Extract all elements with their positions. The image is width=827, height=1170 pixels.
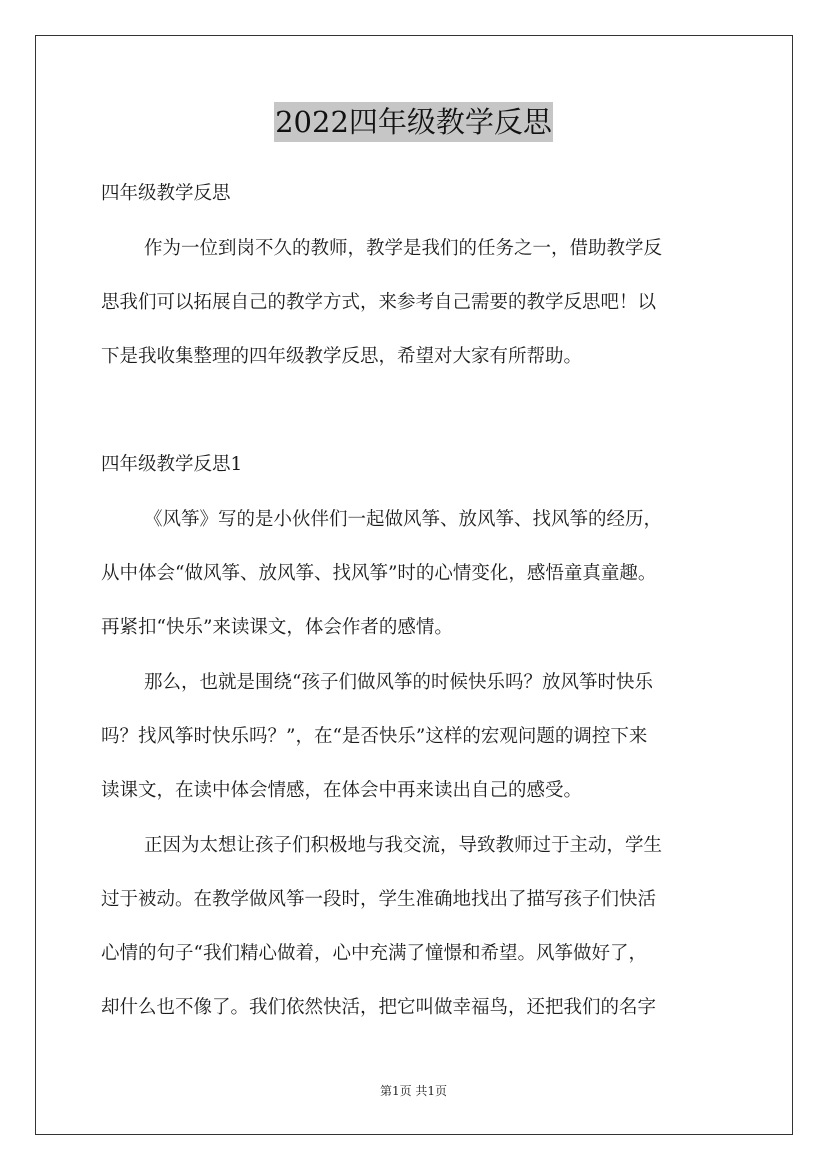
- paragraph-line: 正因为太想让孩子们积极地与我交流，导致教师过于主动，学生: [144, 835, 663, 856]
- page-number-footer: 第1页 共1页: [379, 1084, 448, 1098]
- paragraph-line: 心情的句子“我们精心做着，心中充满了憧憬和希望。风筝做好了，: [101, 943, 647, 964]
- paragraph-line: 下是我收集整理的四年级教学反思，希望对大家有所帮助。: [101, 346, 583, 367]
- section-heading: 四年级教学反思: [101, 183, 231, 204]
- paragraph-line: 读课文，在读中体会情感，在体会中再来读出自己的感受。: [101, 780, 583, 801]
- paragraph-line: 那么，也就是围绕“孩子们做风筝的时候快乐吗？放风筝时快乐: [144, 672, 653, 693]
- paragraph-line: 作为一位到岗不久的教师，教学是我们的任务之一，借助教学反: [144, 238, 663, 259]
- title-wrap: [0, 102, 827, 142]
- paragraph-line: 再紧扣“快乐”来读课文，体会作者的感情。: [101, 617, 453, 638]
- document-title: 2022四年级教学反思: [274, 102, 553, 142]
- paragraph-line: 《风筝》写的是小伙伴们一起做风筝、放风筝、找风筝的经历，: [144, 509, 663, 530]
- section-heading: 四年级教学反思1: [101, 454, 243, 475]
- paragraph-line: 过于被动。在教学做风筝一段时，学生准确地找出了描写孩子们快活: [101, 889, 657, 910]
- paragraph-line: 思我们可以拓展自己的教学方式，来参考自己需要的教学反思吧！以: [101, 292, 657, 313]
- paragraph-line: 却什么也不像了。我们依然快活，把它叫做幸福鸟，还把我们的名字: [101, 997, 657, 1018]
- paragraph-line: 吗？找风筝时快乐吗？”，在“是否快乐”这样的宏观问题的调控下来: [101, 726, 648, 747]
- paragraph-line: 从中体会“做风筝、放风筝、找风筝”时的心情变化，感悟童真童趣。: [101, 563, 657, 584]
